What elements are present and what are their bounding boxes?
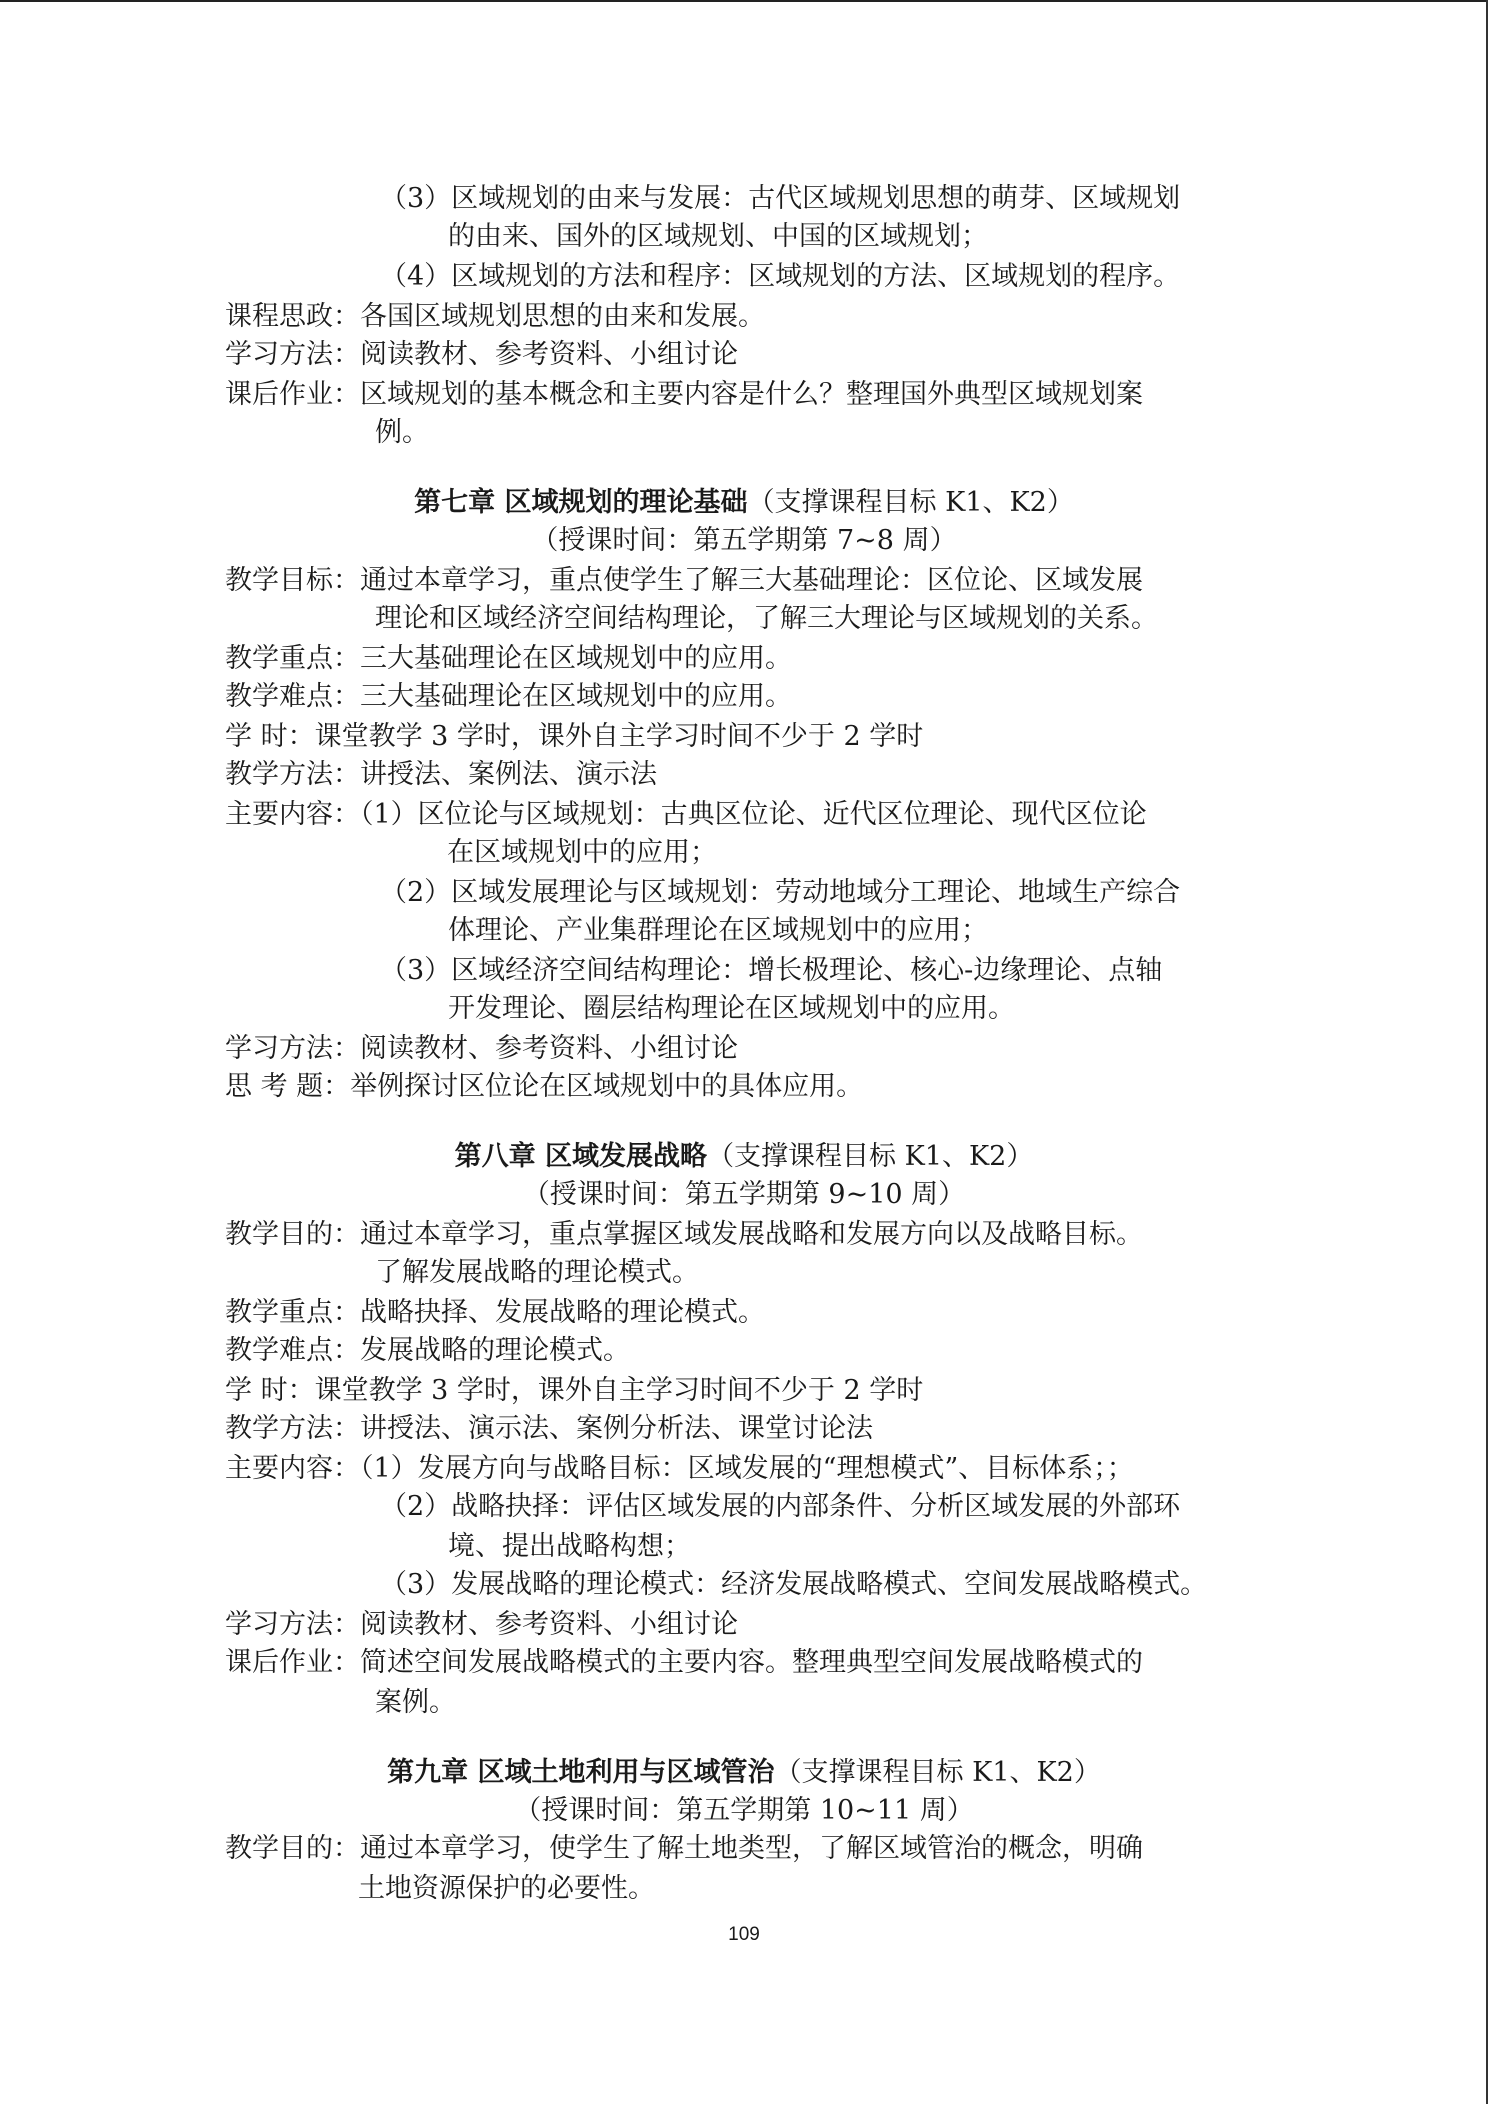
ch7-key-point: 教学重点：三大基础理论在区域规划中的应用。 xyxy=(225,643,792,674)
ch8-goal-line1: 教学目的：通过本章学习，重点掌握区域发展战略和发展方向以及战略目标。 xyxy=(225,1219,1143,1250)
ch7-study-method: 学习方法：阅读教材、参考资料、小组讨论 xyxy=(225,1033,738,1064)
ch9-time: （授课时间：第五学期第 10~11 周） xyxy=(514,1795,974,1826)
ch8-time: （授课时间：第五学期第 9~10 周） xyxy=(522,1179,966,1210)
ch9-title-bold: 第九章 区域土地利用与区域管治 xyxy=(387,1757,775,1788)
ch7-content-2-line1: （2）区域发展理论与区域规划：劳动地域分工理论、地域生产综合 xyxy=(380,877,1181,908)
ch6-study-method: 学习方法：阅读教材、参考资料、小组讨论 xyxy=(225,339,738,370)
ch9-title-support: （支撑课程目标 K1、K2） xyxy=(774,1757,1101,1788)
ch8-goal-line2: 了解发展战略的理论模式。 xyxy=(375,1257,699,1288)
ch6-homework-line2: 例。 xyxy=(375,417,429,448)
ch7-title-bold: 第七章 区域规划的理论基础 xyxy=(414,487,748,518)
ch8-content-3: （3）发展战略的理论模式：经济发展战略模式、空间发展战略模式。 xyxy=(380,1569,1208,1600)
ch6-homework-line1: 课后作业：区域规划的基本概念和主要内容是什么？整理国外典型区域规划案 xyxy=(225,379,1143,410)
ch7-time: （授课时间：第五学期第 7~8 周） xyxy=(531,525,957,556)
ch8-difficulty: 教学难点：发展战略的理论模式。 xyxy=(225,1335,630,1366)
ch8-homework-line1: 课后作业：简述空间发展战略模式的主要内容。整理典型空间发展战略模式的 xyxy=(225,1647,1143,1678)
ch8-key-point: 教学重点：战略抉择、发展战略的理论模式。 xyxy=(225,1297,765,1328)
ch8-content-1: 主要内容：（1）发展方向与战略目标：区域发展的“理想模式”、目标体系；； xyxy=(225,1453,1134,1484)
ch6-content-4: （4）区域规划的方法和程序：区域规划的方法、区域规划的程序。 xyxy=(380,261,1181,292)
page-number: 109 xyxy=(728,1924,760,1945)
ch9-goal-line2: 土地资源保护的必要性。 xyxy=(358,1873,655,1904)
ch8-content-2-line2: 境、提出战略构想； xyxy=(448,1531,691,1562)
ch8-title xyxy=(0,1139,1488,1175)
ch7-content-1-line2: 在区域规划中的应用； xyxy=(447,837,717,868)
ch9-title xyxy=(0,1755,1488,1791)
ch7-question: 思 考 题：举例探讨区位论在区域规划中的具体应用。 xyxy=(225,1071,864,1102)
ch7-goal-line2: 理论和区域经济空间结构理论，了解三大理论与区域规划的关系。 xyxy=(375,603,1158,634)
ch8-hours: 学 时：课堂教学 3 学时，课外自主学习时间不少于 2 学时 xyxy=(225,1375,924,1406)
ch8-study-method: 学习方法：阅读教材、参考资料、小组讨论 xyxy=(225,1609,738,1640)
ch8-title-bold: 第八章 区域发展战略 xyxy=(454,1141,708,1172)
ch6-sizheng: 课程思政：各国区域规划思想的由来和发展。 xyxy=(225,301,765,332)
ch8-title-support: （支撑课程目标 K1、K2） xyxy=(707,1141,1034,1172)
ch6-content-3-line2: 的由来、国外的区域规划、中国的区域规划； xyxy=(448,221,988,252)
ch7-difficulty: 教学难点：三大基础理论在区域规划中的应用。 xyxy=(225,681,792,712)
ch9-goal-line1: 教学目的：通过本章学习，使学生了解土地类型，了解区域管治的概念，明确 xyxy=(225,1833,1143,1864)
ch7-teach-method: 教学方法：讲授法、案例法、演示法 xyxy=(225,759,657,790)
ch8-content-2-line1: （2）战略抉择：评估区域发展的内部条件、分析区域发展的外部环 xyxy=(380,1491,1181,1522)
ch7-content-3-line2: 开发理论、圈层结构理论在区域规划中的应用。 xyxy=(448,993,1015,1024)
page-top-border xyxy=(0,0,1488,2)
ch7-goal-line1: 教学目标：通过本章学习，重点使学生了解三大基础理论：区位论、区域发展 xyxy=(225,565,1143,596)
ch7-content-2-line2: 体理论、产业集群理论在区域规划中的应用； xyxy=(448,915,988,946)
ch7-hours: 学 时：课堂教学 3 学时，课外自主学习时间不少于 2 学时 xyxy=(225,721,924,752)
ch7-title-support: （支撑课程目标 K1、K2） xyxy=(747,487,1074,518)
ch7-title xyxy=(0,485,1488,521)
ch6-content-3-line1: （3）区域规划的由来与发展：古代区域规划思想的萌芽、区域规划 xyxy=(380,183,1181,214)
ch7-content-3-line1: （3）区域经济空间结构理论：增长极理论、核心-边缘理论、点轴 xyxy=(380,955,1163,986)
ch7-content-1-line1: 主要内容：（1）区位论与区域规划：古典区位论、近代区位理论、现代区位论 xyxy=(225,799,1147,830)
ch8-teach-method: 教学方法：讲授法、演示法、案例分析法、课堂讨论法 xyxy=(225,1413,873,1444)
ch8-homework-line2: 案例。 xyxy=(375,1687,456,1718)
